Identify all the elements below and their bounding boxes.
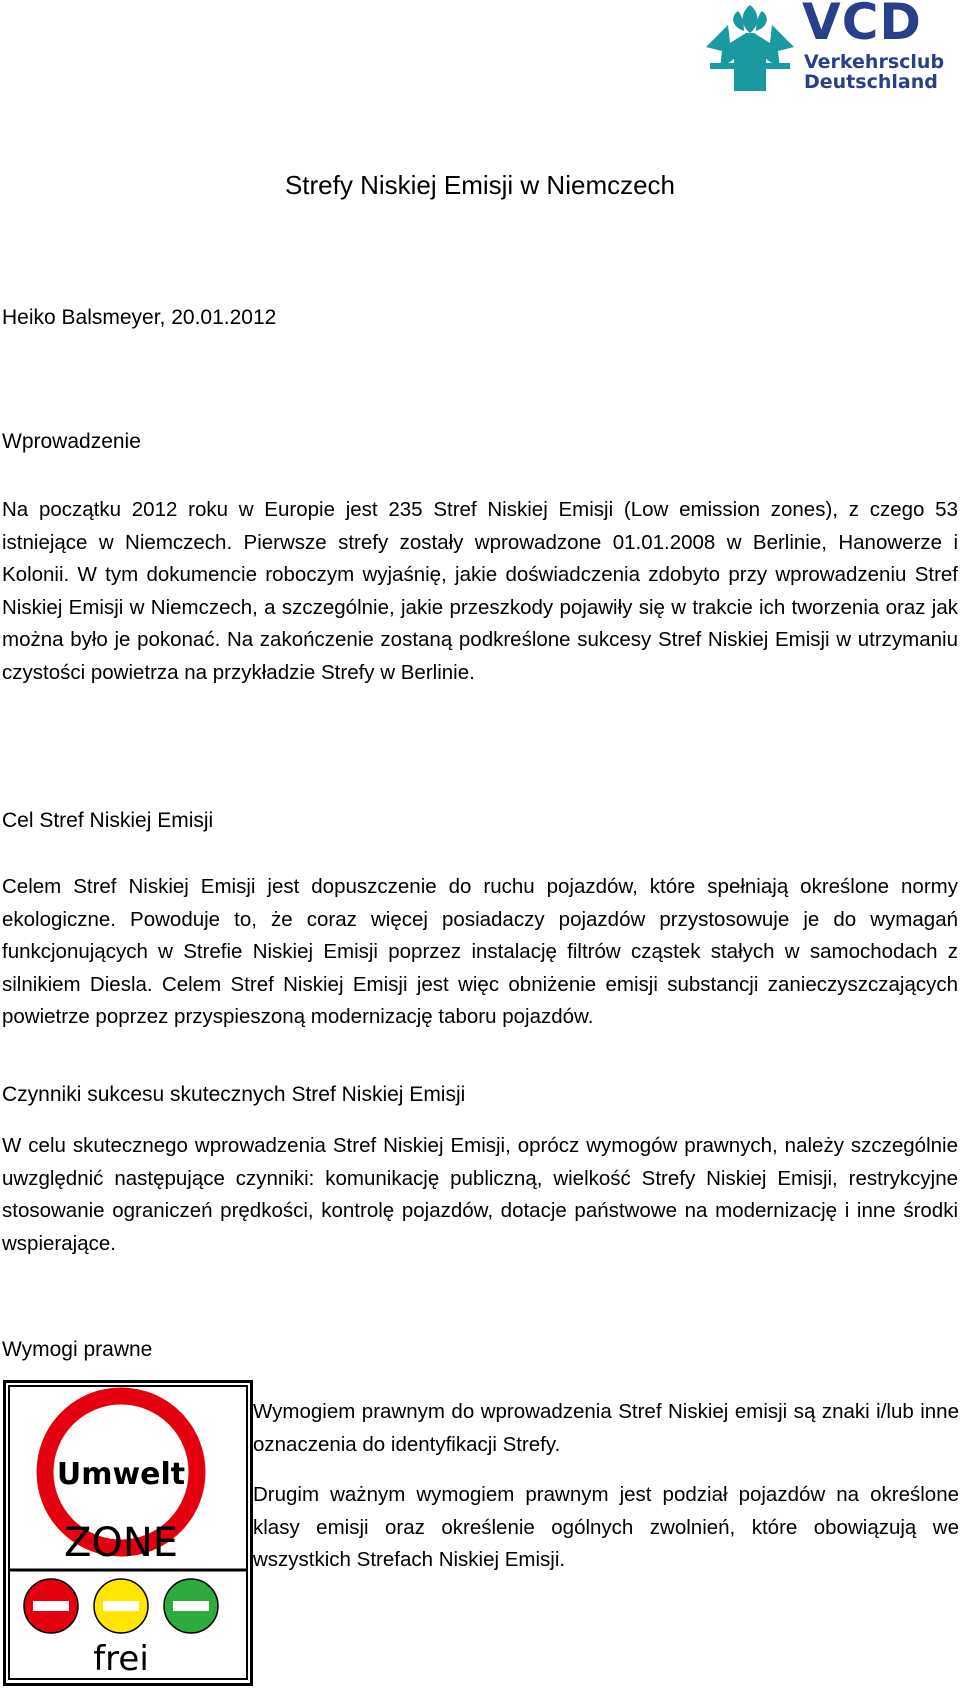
vcd-logo-mark-icon (700, 3, 800, 95)
legal-requirements-paragraph-1: Wymogiem prawnym do wprowadzenia Stref Niskiej emisji są znaki i/lub inne oznaczenia do identyfikacji Strefy. (253, 1400, 959, 1456)
logo-mark-text: VCD (802, 0, 922, 51)
section-heading-success-factors: Czynniki sukcesu skutecznych Stref Niskiej Emisji (2, 1083, 466, 1106)
sign-middle-word: ZONE (63, 1520, 179, 1566)
logo-line-1: Verkehrsclub (804, 51, 945, 73)
sign-bottom-word: frei (93, 1639, 149, 1679)
sign-top-word: Umwelt (56, 1457, 186, 1492)
author-date: Heiko Balsmeyer, 20.01.2012 (2, 306, 277, 329)
legal-requirements-paragraph-2: Drugim ważnym wymogiem prawnym jest podział pojazdów na określone klasy emisji oraz określenie ogólnych zwolnień, które obowiązują we wszystkich Strefach Niskiej Emisji. (253, 1483, 959, 1572)
document-title: Strefy Niskiej Emisji w Niemczech (284, 170, 676, 200)
umweltzone-sign-icon (3, 1380, 253, 1686)
section-text-goal: Celem Stref Niskiej Emisji jest dopuszczenie do ruchu pojazdów, które spełniają określone normy ekologiczne. Powoduje to, że coraz więcej posiadaczy pojazdów przystosowuje je do wymagań funkcjonujących w Strefie Niskiej Emisji poprzez instalację filtrów cząstek stałych w samochodach z silnikiem Diesla. Celem Stref Niskiej Emisji jest więc obniżenie emisji substancji zanieczyszczających powietrze poprzez przyspieszoną modernizację taboru pojazdów. (2, 875, 958, 1029)
section-heading-legal-requirements: Wymogi prawne (2, 1338, 153, 1361)
section-heading-goal: Cel Stref Niskiej Emisji (2, 809, 214, 832)
vcd-logo (700, 0, 960, 95)
section-text-success-factors: W celu skutecznego wprowadzenia Stref Niskiej Emisji, oprócz wymogów prawnych, należy szczególnie uwzględnić następujące czynniki: komunikację publiczną, wielkość Strefy Niskiej Emisji, restrykcyjne stosowanie ograniczeń prędkości, kontrolę pojazdów, dotacje państwowe na modernizację i inne środki wspierające. (2, 1134, 958, 1255)
section-text-introduction: Na początku 2012 roku w Europie jest 235 Stref Niskiej Emisji (Low emission zones), z czego 53 istniejące w Niemczech. Pierwsze strefy zostały wprowadzone 01.01.2008 w Berlinie, Hanowerze i Kolonii. W tym dokumencie roboczym wyjaśnię, jakie doświadczenia zdobyto przy wprowadzeniu Stref Niskiej Emisji w Niemczech, a szczególnie, jakie przeszkody pojawiły się w trakcie ich tworzenia oraz jak można było je pokonać. Na zakończenie zostaną podkreślone sukcesy Stref Niskiej Emisji w utrzymaniu czystości powietrza na przykładzie Strefy w Berlinie. (2, 498, 958, 684)
logo-line-2: Deutschland (804, 71, 938, 93)
section-heading-introduction: Wprowadzenie (2, 430, 141, 453)
